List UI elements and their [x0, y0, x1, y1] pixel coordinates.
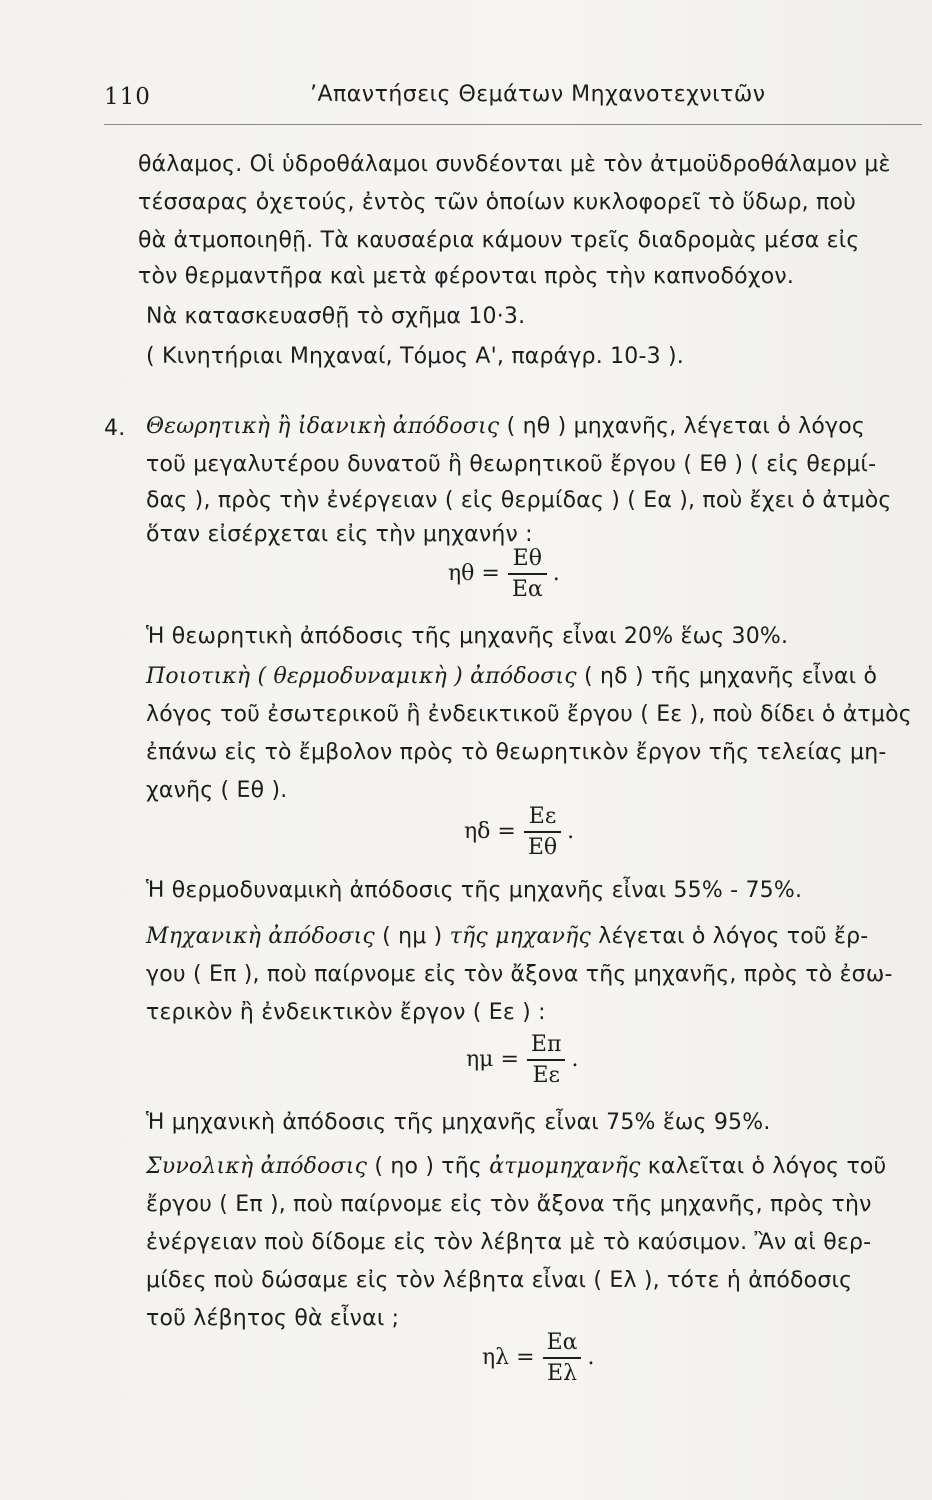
term-italic: τῆς μηχανῆς — [449, 924, 592, 949]
text-line: δας ), πρὸς τὴν ἐνέργειαν ( εἰς θερμίδας ) ( Εα ), ποὺ ἔχει ὁ ἀτμὸς — [146, 488, 892, 513]
numerator: Επ — [530, 1032, 562, 1057]
text-line: Ἡ μηχανικὴ ἀπόδοσις τῆς μηχανῆς εἶναι 75% ἕως 95%. — [146, 1110, 771, 1135]
term-italic: Συνολικὴ ἀπόδοσις — [146, 1154, 368, 1179]
text-line: χανῆς ( Εθ ). — [146, 778, 288, 803]
formula-boiler-efficiency — [482, 1330, 594, 1386]
term-italic: Θεωρητικὴ ἢ ἰδανικὴ ἀπόδοσις — [146, 414, 500, 439]
page-number: 110 — [104, 84, 151, 110]
formula-theoretical-efficiency — [448, 546, 560, 602]
page-header — [104, 84, 924, 124]
fraction — [508, 546, 547, 602]
formula-end: . — [571, 1047, 579, 1073]
numerator: Εα — [546, 1330, 578, 1355]
running-title: ’Απαντήσεις Θεμάτων Μηχανοτεχνιτῶν — [310, 82, 766, 107]
text-line: ἔργου ( Επ ), ποὺ παίρνομε εἰς τὸν ἄξονα τῆς μηχανῆς, πρὸς τὴν — [146, 1192, 872, 1217]
formula-lhs: ηλ = — [482, 1345, 535, 1371]
text-line: ὅταν εἰσέρχεται εἰς τὴν μηχανήν : — [146, 522, 533, 547]
text-line: θὰ ἀτμοποιηθῇ. Τὰ καυσαέρια κάμουν τρεῖς διαδρομὰς μέσα εἰς — [138, 228, 860, 253]
fraction — [527, 1032, 566, 1088]
fraction — [543, 1330, 582, 1386]
term-italic: Μηχανικὴ ἀπόδοσις — [146, 924, 375, 949]
text-line: Ἡ θεωρητικὴ ἀπόδοσις τῆς μηχανῆς εἶναι 20% ἕως 30%. — [146, 624, 789, 649]
formula-lhs: ηθ = — [448, 561, 500, 587]
text-line: θάλαμος. Οἱ ὑδροθάλαμοι συνδέονται μὲ τὸν ἀτμοϋδροθάλαμον μὲ — [138, 152, 891, 177]
denominator: Εα — [511, 576, 543, 602]
text-line: τοῦ μεγαλυτέρου δυνατοῦ ἢ θεωρητικοῦ ἔργου ( Εθ ) ( εἰς θερμί- — [146, 452, 877, 477]
fraction — [524, 804, 561, 860]
citation: ( Κινητήριαι Μηχαναί, Τόμος Α', παράγρ. 10-3 ). — [146, 344, 685, 369]
text-line: τέσσαρας ὀχετούς, ἐντὸς τῶν ὁποίων κυκλοφορεῖ τὸ ὕδωρ, ποὺ — [138, 190, 857, 215]
formula-thermodynamic-efficiency — [464, 804, 574, 860]
header-rule — [104, 124, 922, 125]
text-line: μίδες ποὺ δώσαμε εἰς τὸν λέβητα εἶναι ( Ελ ), τότε ἡ ἀπόδοσις — [146, 1268, 853, 1293]
text-span: ( ηδ ) τῆς μηχανῆς εἶναι ὁ — [583, 664, 878, 689]
numerator: Εε — [528, 804, 557, 829]
item-number: 4. — [104, 416, 126, 441]
text-line: τερικὸν ἢ ἐνδεικτικὸν ἔργον ( Εε ) : — [146, 1000, 546, 1025]
text-span: καλεῖται ὁ λόγος τοῦ — [647, 1154, 887, 1179]
denominator: Ελ — [547, 1360, 578, 1386]
text-line: γου ( Επ ), ποὺ παίρνομε εἰς τὸν ἄξονα τῆς μηχανῆς, πρὸς τὸ ἐσω- — [146, 962, 893, 987]
formula-end: . — [567, 819, 575, 845]
term-italic: ἀτμομηχανῆς — [489, 1154, 641, 1179]
formula-mechanical-efficiency — [466, 1032, 578, 1088]
text-line — [146, 664, 877, 689]
text-line: Ἡ θερμοδυναμικὴ ἀπόδοσις τῆς μηχανῆς εἶναι 55% - 75%. — [146, 878, 803, 903]
text-line: λόγος τοῦ ἐσωτερικοῦ ἢ ἐνδεικτικοῦ ἔργου ( Εε ), ποὺ δίδει ὁ ἀτμὸς — [146, 702, 912, 727]
denominator: Εε — [532, 1062, 560, 1088]
text-line — [146, 1154, 886, 1179]
numerator: Εθ — [512, 546, 542, 571]
term-italic: Ποιοτικὴ ( θερμοδυναμικὴ ) ἀπόδοσις — [146, 664, 577, 689]
formula-lhs: ηδ = — [464, 819, 516, 845]
text-span: ( ημ ) — [382, 924, 443, 949]
text-line: τὸν θερμαντῆρα καὶ μετὰ φέρονται πρὸς τὴν καπνοδόχον. — [138, 264, 795, 289]
text-span: λέγεται ὁ λόγος τοῦ ἔρ- — [598, 924, 869, 949]
text-line: Νὰ κατασκευασθῇ τὸ σχῆμα 10·3. — [146, 304, 526, 329]
text-line — [146, 414, 865, 439]
formula-end: . — [587, 1345, 595, 1371]
formula-end: . — [552, 561, 560, 587]
denominator: Εθ — [527, 834, 558, 860]
text-line: τοῦ λέβητος θὰ εἶναι ; — [146, 1306, 400, 1331]
text-line: ἐνέργειαν ποὺ δίδομε εἰς τὸν λέβητα μὲ τὸ καύσιμον. Ἂν αἱ θερ- — [146, 1230, 872, 1255]
text-span: ( ηο ) τῆς — [374, 1154, 482, 1179]
formula-lhs: ημ = — [466, 1047, 519, 1073]
text-span: ( ηθ ) μηχανῆς, λέγεται ὁ λόγος — [506, 414, 865, 439]
text-line — [146, 924, 868, 949]
text-line: ἐπάνω εἰς τὸ ἔμβολον πρὸς τὸ θεωρητικὸν ἔργον τῆς τελείας μη- — [146, 740, 887, 765]
